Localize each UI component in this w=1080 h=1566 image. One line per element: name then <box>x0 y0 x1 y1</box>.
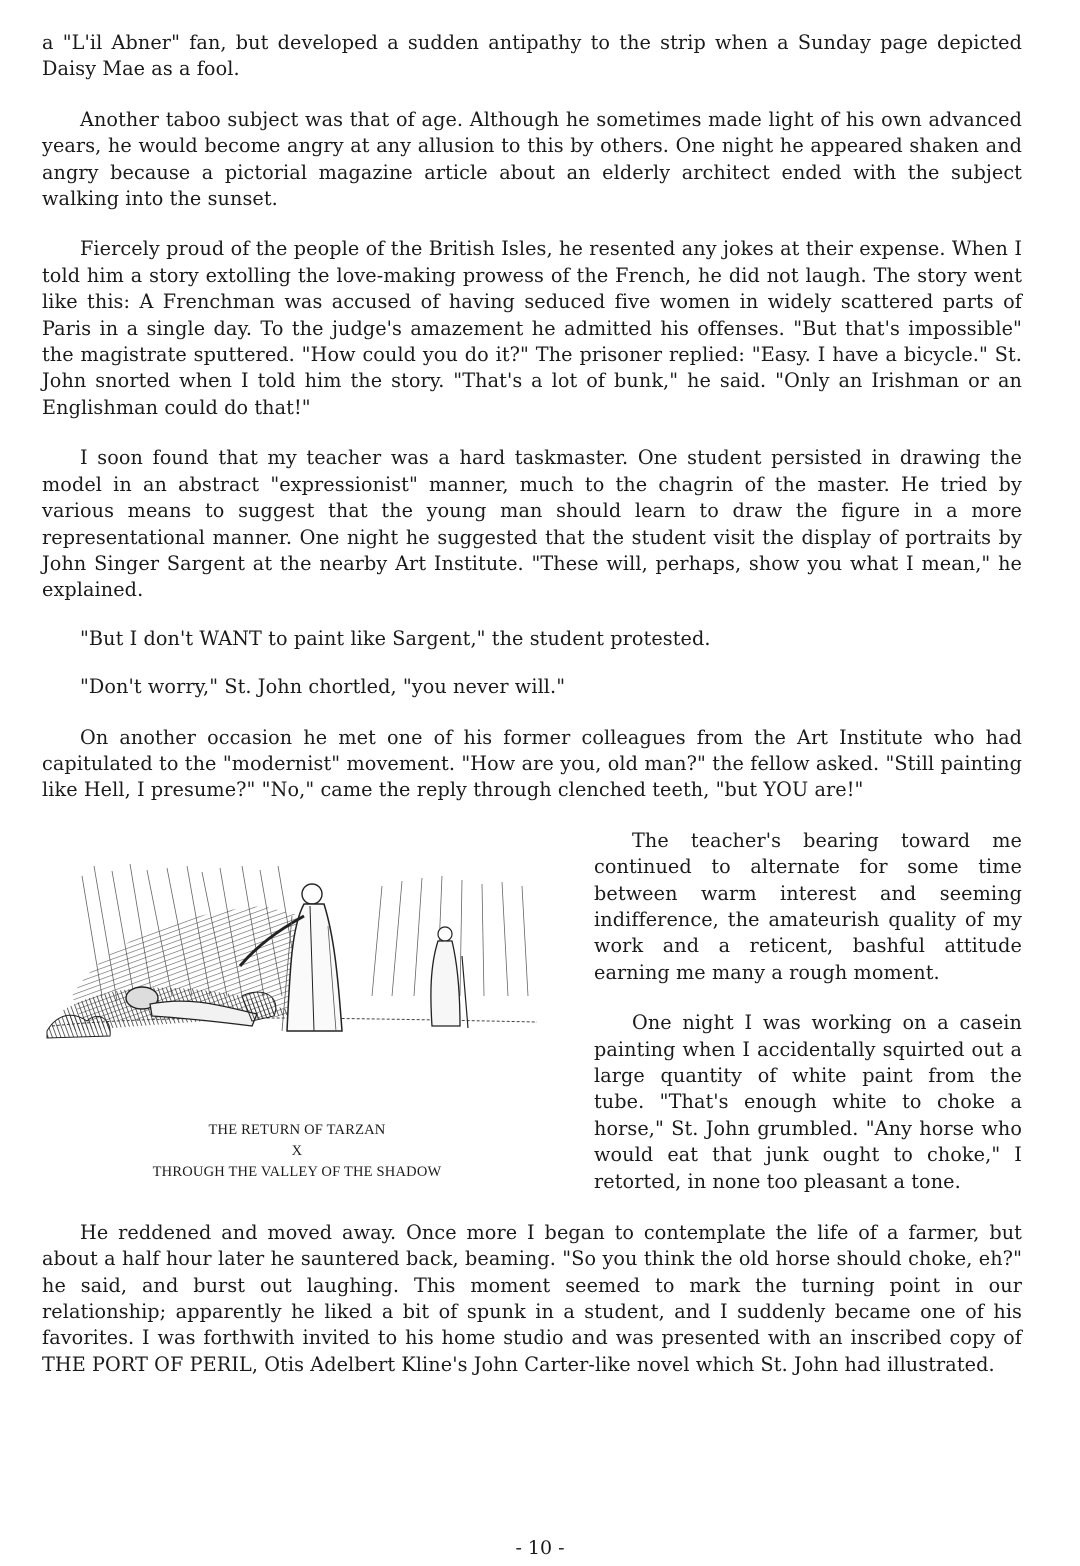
paragraph-teacher-bearing: The teacher's bearing toward me continued to alternate for some time between warm interest and seeming indifference, the amateurish quality of my work and a reticent, bashful attitude earning me many a rough moment. <box>594 828 1022 984</box>
paragraph-never-will: "Don't worry," St. John chortled, "you never will." <box>80 675 566 699</box>
illustration-figure <box>42 846 552 1183</box>
paragraph-turning-point <box>42 1220 1022 1378</box>
final-text-before: He reddened and moved away. Once more I began to contemplate the life of a farmer, but about a half hour later he sauntered back, beaming. "So you think the old horse should choke, eh?" he said, and burst out laughing. This moment seemed to mark the turning point in our relationship; apparently he liked a bit of spunk in a student, and I suddenly became one of his favorites. I was forthwith invited to his home studio and was presented with an inscribed copy of <box>42 1220 1022 1350</box>
paragraph-taskmaster: I soon found that my teacher was a hard taskmaster. One student persisted in drawing the model in an abstract "expressionist" manner, much to the chagrin of the master. He tried by various means to suggest that the young man should learn to draw the figure in a more representational manner. One night he suggested that the student visit the display of portraits by John Singer Sargent at the nearby Art Institute. "These will, perhaps, show you what I mean," he explained. <box>42 446 1022 602</box>
caption-separator: X <box>291 1142 303 1159</box>
side-column <box>594 828 1022 1195</box>
caption-subtitle: THROUGH THE VALLEY OF THE SHADOW <box>152 1163 442 1180</box>
tarzan-illustration <box>42 846 542 1052</box>
paragraph-sargent-protest: "But I don't WANT to paint like Sargent," the student protested. <box>80 626 711 650</box>
illustration-caption <box>42 1120 552 1183</box>
illustration-section <box>42 828 1022 1220</box>
paragraph-age: Another taboo subject was that of age. Although he sometimes made light of his own advanced years, he would become angry at any allusion to this by others. One night he appeared shaken and angry because a pictorial magazine article about an elderly architect ended with the subject walking into the sunset. <box>42 107 1022 211</box>
paragraph-modernist: On another occasion he met one of his former colleagues from the Art Institute who had capitulated to the "modernist" movement. "How are you, old man?" the fellow asked. "Still painting like Hell, I presume?" "No," came the reply through clenched teeth, "but YOU are!" <box>42 725 1022 802</box>
paragraph-intro: a "L'il Abner" fan, but developed a sudden antipathy to the strip when a Sunday page depicted Daisy Mae as a fool. <box>42 31 1022 81</box>
paragraph-british-isles: Fiercely proud of the people of the British Isles, he resented any jokes at their expense. When I told him a story extolling the love-making prowess of the French, he did not laugh. The story went like this: A Frenchman was accused of having seduced five women in widely scattered parts of Paris in a single day. To the judge's amazement he admitted his offenses. "But that's impossible" the magistrate sputtered. "How could you do it?" The prisoner replied: "Easy. I have a bicycle." St. John snorted when I told him the story. "That's a lot of bunk," he said. "Only an Irishman or an Englishman could do that!" <box>42 237 1022 419</box>
final-text-after: , Otis Adelbert Kline's John Carter-like novel which St. John had illustrated. <box>251 1352 995 1376</box>
caption-title: THE RETURN OF TARZAN <box>208 1121 386 1138</box>
article-body <box>42 30 1022 1378</box>
page-number: - 10 - <box>515 1537 565 1559</box>
book-title: THE PORT OF PERIL <box>42 1352 252 1376</box>
paragraph-casein-painting: One night I was working on a casein painting when I accidentally squirted out a large quantity of white paint from the tube. "That's enough white to choke a horse," St. John grumbled. "Any horse who would eat that junk ought to choke," I retorted, in none too pleasant a tone. <box>594 1011 1022 1193</box>
